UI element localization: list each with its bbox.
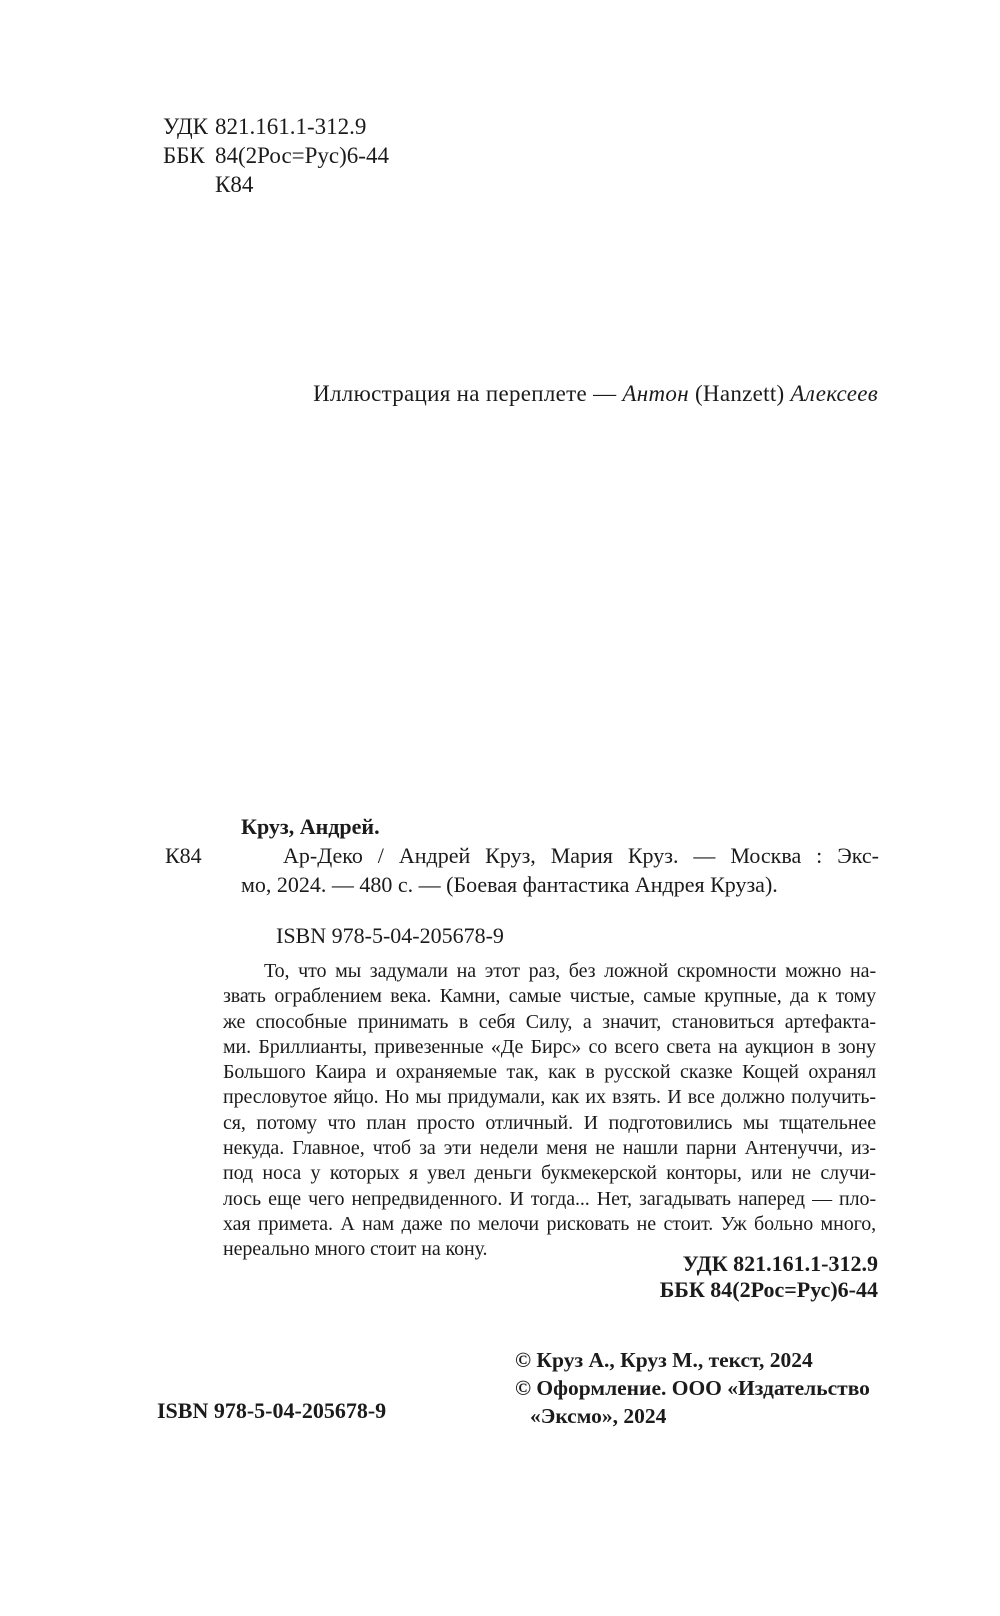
annotation-line: хая примета. А нам даже по мелочи рисковать не стоит. Уж больно много, <box>223 1212 876 1235</box>
author-code-value: К84 <box>215 172 254 197</box>
catalog-author-heading: Круз, Андрей. <box>241 814 380 839</box>
annotation-line: нереально много стоит на кону. <box>223 1238 488 1261</box>
annotation-paragraph <box>223 959 876 1263</box>
illustrator-first-name: Антон <box>622 381 689 406</box>
bottom-classification-block <box>660 1251 878 1303</box>
copyright-design-line: © Оформление. ООО «Издательство <box>515 1376 870 1400</box>
annotation-line: ся, потому что план просто отличный. И подготовились мы тщательнее <box>223 1111 876 1134</box>
cover-illustration-credit <box>313 381 878 407</box>
footer-isbn: ISBN 978-5-04-205678-9 <box>157 1398 387 1423</box>
annotation-line: некуда. Главное, чтоб за эти недели меня не нашли парни Антенуччи, из- <box>223 1137 876 1160</box>
bbk-row <box>163 141 389 170</box>
catalog-isbn: ISBN 978-5-04-205678-9 <box>276 923 504 948</box>
annotation-line: лось еще чего непредвиденного. И тогда... Нет, загадывать наперед — пло- <box>223 1187 876 1210</box>
catalog-margin-code: К84 <box>165 843 202 868</box>
copyright-publisher-line: «Эксмо», 2024 <box>530 1404 667 1428</box>
bbk-value: 84(2Рос=Рус)6-44 <box>215 143 389 168</box>
bottom-bbk: ББК 84(2Рос=Рус)6-44 <box>659 1277 878 1302</box>
udk-row <box>163 112 389 141</box>
udk-label: УДК <box>163 114 208 139</box>
annotation-line: ми. Бриллианты, привезенные «Де Бирс» со всего света на аукцион в зону <box>223 1035 876 1058</box>
annotation-line: То, что мы задумали на этот раз, без ложной скромности можно на- <box>264 960 876 982</box>
illustrator-last-name: Алексеев <box>790 381 878 406</box>
annotation-line: же способные принимать в себя Силу, а значит, становиться артефакта- <box>223 1010 876 1033</box>
bottom-udk: УДК 821.161.1-312.9 <box>682 1251 878 1276</box>
annotation-line: Большого Каира и охраняемые так, как в русской сказке Кощей охранял <box>223 1061 876 1084</box>
annotation-line: звать ограблением века. Камни, самые чистые, самые крупные, да к тому <box>223 985 876 1008</box>
udk-value: 821.161.1-312.9 <box>215 114 367 139</box>
catalog-title-line-2: мо, 2024. — 480 с. — (Боевая фантастика Андрея Круза). <box>241 872 778 897</box>
catalog-entry <box>165 841 879 899</box>
annotation-line: под носа у которых я увел деньги букмекерской конторы, или не случи- <box>223 1162 876 1185</box>
copyright-text-line: © Круз А., Круз М., текст, 2024 <box>515 1348 813 1372</box>
top-classification-block <box>163 112 389 199</box>
bbk-label: ББК <box>163 143 205 168</box>
catalog-title-line-1: Ар-Деко / Андрей Круз, Мария Круз. — Москва : Экс- <box>283 843 879 868</box>
illustration-credit-prefix: Иллюстрация на переплете — <box>313 381 623 406</box>
catalog-card <box>165 812 879 950</box>
annotation-line: пресловутое яйцо. Но мы придумали, как их взять. И все должно получить- <box>223 1086 876 1109</box>
illustrator-nickname: (Hanzett) <box>688 381 791 406</box>
author-code-row <box>163 170 389 199</box>
catalog-title <box>241 841 879 899</box>
copyright-block <box>515 1346 870 1430</box>
author-code-spacer <box>163 170 215 199</box>
